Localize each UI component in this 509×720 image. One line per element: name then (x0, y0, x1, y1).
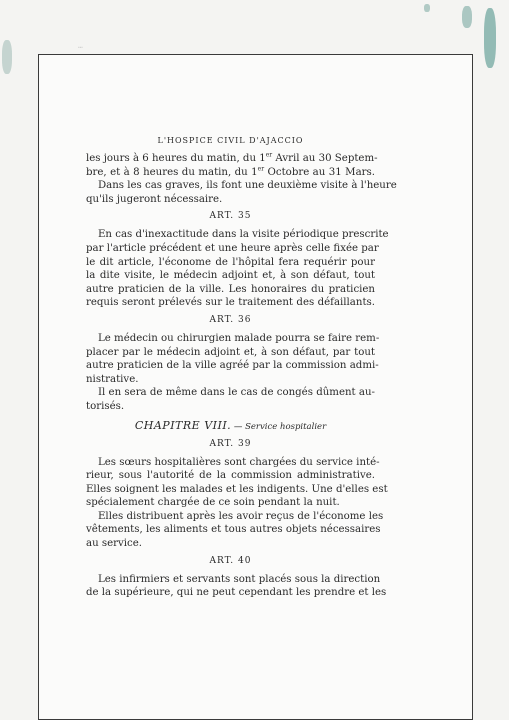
text-line: Le médecin ou chirurgien malade pourra se faire rem- (98, 332, 380, 344)
text-line: Dans les cas graves, ils font une deuxième visite à l'heure (98, 180, 397, 192)
text-line: autre praticien de la ville agréé par la commission admi- (86, 360, 379, 372)
chapter-dash: — (231, 421, 246, 432)
text-line: rieur, sous l'autorité de la commission administrative. (86, 470, 375, 482)
ghost-stamp: … (78, 41, 84, 50)
text-line: par l'article précédent et une heure après celle fixée par (86, 242, 379, 254)
text-line: nistrative. (86, 373, 139, 385)
text-line: bre, et à 8 heures du matin, du 1er Octobre au 31 Mars. (86, 165, 375, 178)
text-line: de la supérieure, qui ne peut cependant les prendre et les (86, 587, 387, 599)
text-line: vêtements, les aliments et tous autres objets nécessaires (86, 524, 381, 536)
text-line: les jours à 6 heures du matin, du 1er Avril au 30 Septem- (86, 151, 378, 164)
text-line: Il en sera de même dans le cas de congés dûment au- (98, 387, 375, 399)
text-line: autre praticien de la ville. Les honoraires du praticien (86, 283, 375, 295)
text-line: au service. (86, 538, 142, 550)
article-heading: ART. 40 (209, 555, 252, 566)
text-line: torisés. (86, 400, 125, 412)
text-line: Elles distribuent après les avoir reçus de l'économe les (98, 510, 384, 522)
text-line: spécialement chargée de ce soin pendant la nuit. (86, 497, 340, 509)
text-line: Les sœurs hospitalières sont chargées du service inté- (98, 456, 380, 468)
text-line: En cas d'inexactitude dans la visite périodique prescrite (98, 229, 389, 241)
text-line: requis seront prélevés sur le traitement des défaillants. (86, 297, 375, 309)
text-line: qu'ils jugeront nécessaire. (86, 193, 223, 205)
text-line: le dit article, l'économe de l'hôpital fera requérir pour (86, 256, 375, 268)
article-heading: ART. 36 (209, 314, 252, 325)
scan-stain (484, 8, 496, 68)
chapter-title: CHAPITRE VIII. (134, 418, 232, 432)
scan-stain (424, 4, 430, 12)
article-heading: ART. 39 (209, 438, 252, 449)
page-text (86, 136, 397, 600)
text-line: Les infirmiers et servants sont placés sous la direction (98, 573, 381, 585)
text-line: la dite visite, le médecin adjoint et, à son défaut, tout (86, 270, 375, 282)
text-line: Elles soignent les malades et les indigents. Une d'elles est (86, 483, 388, 495)
text-line: placer par le médecin adjoint et, à son défaut, par tout (86, 346, 375, 358)
running-head: L'HOSPICE CIVIL D'AJACCIO (157, 136, 304, 145)
chapter-heading (86, 417, 375, 434)
article-heading: ART. 35 (209, 211, 252, 222)
scan-stain (2, 40, 12, 74)
scan-stain (462, 6, 472, 28)
chapter-subtitle: Service hospitalier (245, 421, 327, 432)
